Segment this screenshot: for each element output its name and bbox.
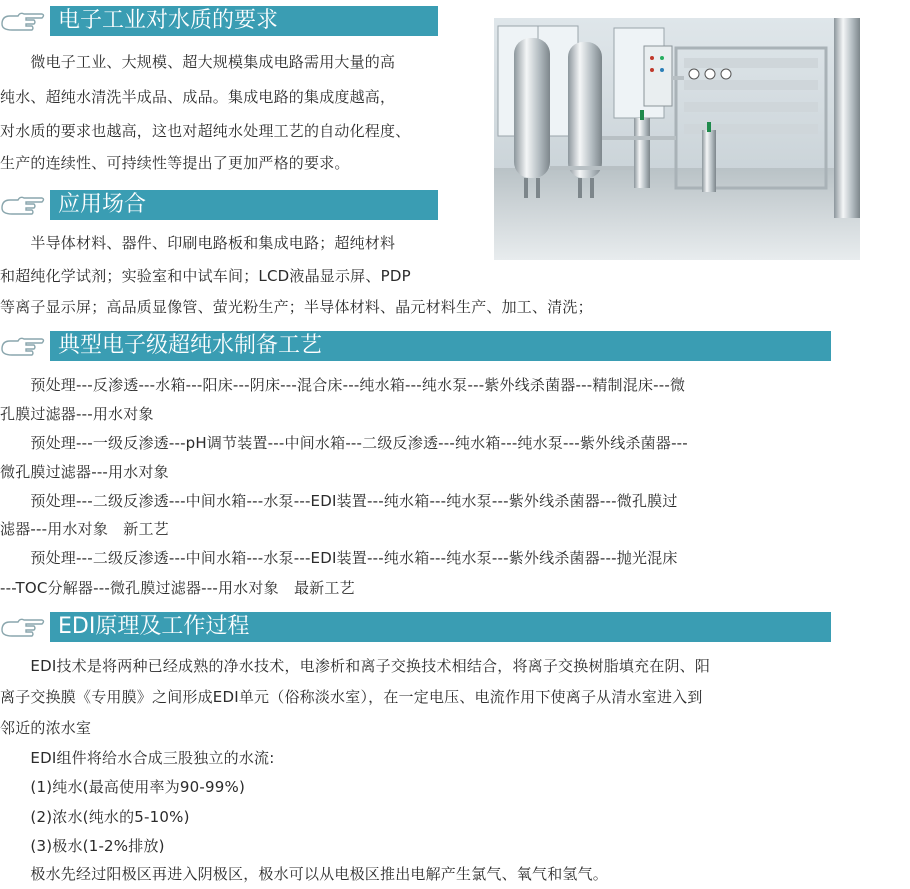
paragraph-line: 微电子工业、大规模、超大规模集成电路需用大量的高: [0, 53, 396, 71]
paragraph-line: 极水先经过阳极区再进入阴极区，极水可以从电极区推出电解产生氯气、氧气和氢气。: [0, 865, 609, 883]
paragraph-line: 邻近的浓水室: [0, 719, 92, 737]
paragraph-line: 预处理---二级反渗透---中间水箱---水泵---EDI装置---纯水箱---纯水泵---紫外线杀菌器---抛光混床: [0, 549, 678, 567]
section-title: EDI原理及工作过程: [50, 612, 831, 642]
paragraph-line: EDI组件将给水合成三股独立的水流:: [0, 749, 275, 767]
paragraph-line: 预处理---反渗透---水箱---阳床---阴床---混合床---纯水箱---纯水泵---紫外线杀菌器---精制混床---微: [0, 376, 686, 394]
pointing-hand-icon: [0, 335, 46, 357]
paragraph-line: 生产的连续性、可持续性等提出了更加严格的要求。: [0, 154, 350, 172]
paragraph-line: 等离子显示屏；高品质显像管、萤光粉生产；半导体材料、晶元材料生产、加工、清洗；: [0, 298, 593, 316]
paragraph-line: 半导体材料、器件、印刷电路板和集成电路；超纯材料: [0, 234, 396, 252]
pointing-hand-icon: [0, 194, 46, 216]
pointing-hand-icon: [0, 616, 46, 638]
paragraph-line: 孔膜过滤器---用水对象: [0, 405, 154, 423]
paragraph-line: (2)浓水(纯水的5-10%): [0, 808, 190, 826]
paragraph-line: (1)纯水(最高使用率为90-99%): [0, 778, 245, 796]
section-title: 电子工业对水质的要求: [50, 6, 438, 36]
paragraph-line: (3)极水(1-2%排放): [0, 837, 165, 855]
paragraph-line: 微孔膜过滤器---用水对象: [0, 463, 169, 481]
paragraph-line: 滤器---用水对象 新工艺: [0, 520, 169, 538]
paragraph-line: EDI技术是将两种已经成熟的净水技术，电渗析和离子交换技术相结合，将离子交换树脂填充在阴、阳: [0, 657, 711, 675]
paragraph-line: 预处理---二级反渗透---中间水箱---水泵---EDI装置---纯水箱---纯水泵---紫外线杀菌器---微孔膜过: [0, 492, 678, 510]
paragraph-line: 和超纯化学试剂；实验室和中试车间；LCD液晶显示屏、PDP: [0, 267, 411, 285]
water-treatment-equipment-photo: [494, 18, 860, 260]
paragraph-line: 预处理---一级反渗透---pH调节装置---中间水箱---二级反渗透---纯水箱---纯水泵---紫外线杀菌器---: [0, 434, 688, 452]
pointing-hand-icon: [0, 10, 46, 32]
paragraph-line: 对水质的要求也越高，这也对超纯水处理工艺的自动化程度、: [0, 122, 411, 140]
paragraph-line: 离子交换膜《专用膜》之间形成EDI单元（俗称淡水室），在一定电压、电流作用下使离子从清水室进入到: [0, 688, 703, 706]
section-title: 应用场合: [50, 190, 438, 220]
paragraph-line: ---TOC分解器---微孔膜过滤器---用水对象 最新工艺: [0, 579, 355, 597]
paragraph-line: 纯水、超纯水清洗半成品、成品。集成电路的集成度越高，: [0, 88, 396, 106]
section-title: 典型电子级超纯水制备工艺: [50, 331, 831, 361]
